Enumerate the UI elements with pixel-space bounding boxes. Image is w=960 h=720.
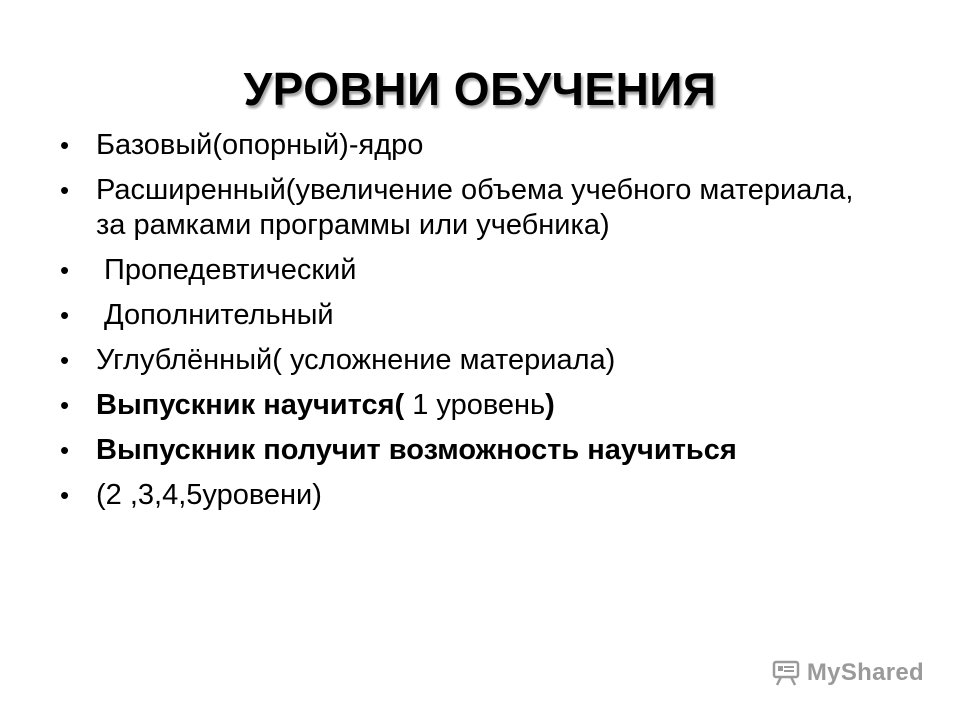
bullet-text: Пропедевтический bbox=[104, 254, 357, 286]
bullet-dot: • bbox=[60, 130, 70, 160]
bullet-text: (2 ,3,4,5уровени) bbox=[96, 479, 322, 511]
bullet-item bbox=[60, 128, 890, 163]
bullet-text-bold: Выпускник получит возможность научиться bbox=[96, 434, 737, 466]
bullet-item bbox=[60, 253, 890, 288]
bullet-dot: • bbox=[60, 390, 70, 420]
bullet-dot: • bbox=[60, 345, 70, 375]
slide-title: УРОВНИ ОБУЧЕНИЯ bbox=[243, 63, 717, 115]
watermark-text: MyShared bbox=[806, 659, 924, 686]
bullet-text-bold: Выпускник научится( bbox=[96, 389, 405, 421]
bullet-text-bold: ) bbox=[545, 389, 555, 421]
bullet-text: 1 уровень bbox=[404, 389, 546, 421]
bullet-dot: • bbox=[60, 480, 70, 510]
bullet-dot: • bbox=[60, 435, 70, 465]
bullet-list bbox=[60, 118, 890, 513]
bullet-dot: • bbox=[60, 175, 70, 205]
bullet-item bbox=[60, 173, 890, 243]
bullet-item bbox=[60, 343, 890, 378]
bullet-text: Расширенный(увеличение объема учебного материала, за рамками программы или учебника) bbox=[96, 174, 854, 241]
bullet-text: Дополнительный bbox=[104, 299, 334, 331]
bullet-item bbox=[60, 298, 890, 333]
bullet-item bbox=[60, 478, 890, 513]
projector-screen-icon bbox=[771, 660, 801, 686]
bullet-dot: • bbox=[60, 300, 70, 330]
bullet-text: Углублённый( усложнение материала) bbox=[96, 344, 616, 376]
myshared-watermark bbox=[771, 658, 924, 688]
bullet-item bbox=[60, 433, 890, 468]
bullet-dot: • bbox=[60, 255, 70, 285]
bullet-text: Базовый(опорный)-ядро bbox=[96, 129, 424, 161]
bullet-item bbox=[60, 388, 890, 423]
